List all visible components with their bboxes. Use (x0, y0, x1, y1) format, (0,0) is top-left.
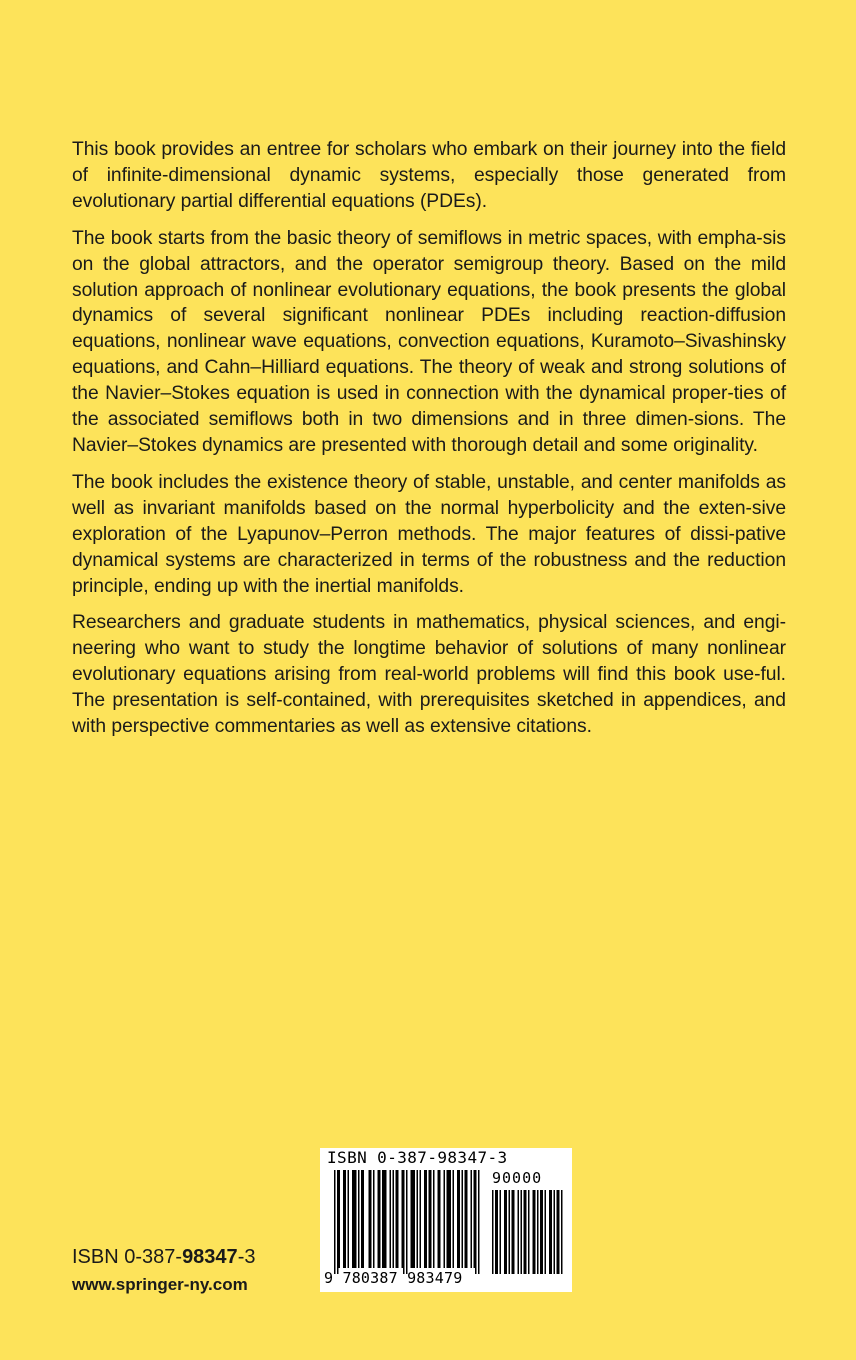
barcode-bar (339, 1170, 341, 1268)
barcode-bar (382, 1170, 384, 1268)
barcode-bar (420, 1170, 422, 1268)
barcode-bar (417, 1170, 419, 1268)
barcode-bar (429, 1170, 431, 1268)
barcode-bar (448, 1170, 450, 1268)
barcode-bar (348, 1170, 350, 1268)
barcode-addon-bar (525, 1190, 527, 1274)
barcode-addon-bar (528, 1190, 530, 1274)
barcode-bar (426, 1170, 428, 1268)
isbn-suffix: -3 (237, 1246, 256, 1268)
barcode-bar (424, 1170, 426, 1268)
barcode-bar (363, 1170, 365, 1268)
barcode-addon-bar (554, 1190, 556, 1274)
blurb-paragraph-2: The book starts from the basic theory of semiflows in metric spaces, with empha-sis on the global attractors, and the operator semigroup theory. Based on the mild solution approach of nonlinear evolutionary equations, the book presents the global dynamics of several significant nonlinear PDEs including reaction-diffusion equations, nonlinear wave equations, convection equations, Kuramoto–Sivashinsky equations, and Cahn–Hilliard equations. The theory of weak and strong solutions of the Navier–Stokes equation is used in connection with the dynamical proper-ties of the associated semiflows both in two dimensions and in three dimen-sions. The Navier–Stokes dynamics are presented with thorough detail and some originality. (72, 227, 786, 456)
barcode-addon-bar (545, 1190, 547, 1274)
publisher-website[interactable]: www.springer-ny.com (72, 1275, 248, 1294)
isbn-bold-part: 98347 (182, 1246, 238, 1268)
barcode-bar (384, 1170, 386, 1268)
barcode-bar (337, 1170, 339, 1274)
barcode-bar (378, 1170, 380, 1268)
blurb-paragraph-4: Researchers and graduate students in mathematics, physical sciences, and engi-neering who want to study the longtime behavior of solutions of many nonlinear evolutionary equations arising from real-world problems will find this book use-ful. The presentation is self-contained, with prerequisites sketched in appendices, and with perspective commentaries as well as extensive citations. (72, 612, 786, 738)
barcode-bar (397, 1170, 399, 1268)
barcode-addon-bar (495, 1190, 497, 1274)
barcode-bar (438, 1170, 440, 1268)
description-blurb (72, 137, 786, 751)
barcode-bar (390, 1170, 392, 1268)
barcode-bar (412, 1170, 414, 1268)
barcode (320, 1148, 572, 1292)
barcode-bar (369, 1170, 371, 1268)
barcode-addon-bar (549, 1190, 551, 1274)
barcode-addon-bar (497, 1190, 499, 1274)
barcode-addon-bar (537, 1190, 539, 1274)
blurb-paragraph-3: The book includes the existence theory of stable, unstable, and center manifolds as well as invariant manifolds based on the normal hyperbolicity and the exten-sive exploration of the Lyapunov–Perron methods. The major features of dissi-pative dynamical systems are characterized in terms of the robustness and the reduction principle, ending up with the inertial manifolds. (72, 471, 786, 597)
barcode-bar (358, 1170, 360, 1268)
barcode-bar (433, 1170, 435, 1268)
barcode-bar (459, 1170, 461, 1268)
barcode-bar (361, 1170, 363, 1268)
barcode-bar (439, 1170, 441, 1268)
barcode-bar (370, 1170, 372, 1268)
barcode-addon-bar (506, 1190, 508, 1274)
barcode-addon-bar (492, 1190, 494, 1274)
barcode-bar (396, 1170, 398, 1268)
barcode-bar (403, 1170, 405, 1274)
barcode-bar (402, 1170, 404, 1268)
barcode-bar (465, 1170, 467, 1268)
barcode-bar (457, 1170, 459, 1268)
barcode-addon-bar (534, 1190, 536, 1274)
barcode-addon-bar (557, 1190, 559, 1274)
barcode-bar (393, 1170, 395, 1268)
isbn-line (72, 1245, 255, 1269)
barcode-addon-bar (542, 1190, 544, 1274)
barcode-bar (471, 1170, 473, 1268)
barcode-bar (406, 1170, 408, 1274)
barcode-addon-bar (551, 1190, 553, 1274)
barcode-bar (475, 1170, 477, 1274)
barcode-isbn-label: ISBN 0-387-98347-3 (327, 1148, 508, 1167)
barcode-addon-bar (509, 1190, 511, 1274)
barcode-bar (345, 1170, 347, 1268)
barcode-bar (352, 1170, 354, 1268)
barcode-addon-bar (558, 1190, 560, 1274)
barcode-bar (373, 1170, 375, 1268)
barcode-bar (379, 1170, 381, 1268)
barcode-addon-bar (561, 1190, 563, 1274)
barcode-addon-bar (512, 1190, 514, 1274)
barcode-bar (334, 1170, 336, 1274)
barcode-bar (447, 1170, 449, 1268)
barcode-addon-digits: 90000 (492, 1169, 543, 1187)
barcode-bar (414, 1170, 416, 1268)
barcode-addon-bar (540, 1190, 542, 1274)
barcode-bar (430, 1170, 432, 1268)
barcode-bar (343, 1170, 345, 1268)
barcode-ean-digits: 9 780387 983479 (324, 1269, 463, 1287)
barcode-bar (355, 1170, 357, 1268)
barcode-bar (474, 1170, 476, 1268)
barcode-addon-bar (524, 1190, 526, 1274)
barcode-bar (466, 1170, 468, 1268)
blurb-paragraph-1: This book provides an entree for scholars who embark on their journey into the field of infinite-dimensional dynamic systems, especially those generated from evolutionary partial differential equations (PDEs). (72, 139, 786, 212)
barcode-bar (453, 1170, 455, 1268)
barcode-addon-bar (533, 1190, 535, 1274)
barcode-bar (462, 1170, 464, 1268)
barcode-addon-bar (521, 1190, 523, 1274)
barcode-addon-bar (504, 1190, 506, 1274)
barcode-bar (385, 1170, 387, 1268)
isbn-prefix: ISBN 0-387- (72, 1246, 183, 1268)
barcode-addon-bar (500, 1190, 502, 1274)
barcode-bar (450, 1170, 452, 1268)
barcode-bar (411, 1170, 413, 1268)
barcode-addon-bar (518, 1190, 520, 1274)
barcode-bar (354, 1170, 356, 1268)
barcode-bar (478, 1170, 480, 1274)
barcode-bar (444, 1170, 446, 1268)
barcode-addon-bar (513, 1190, 515, 1274)
